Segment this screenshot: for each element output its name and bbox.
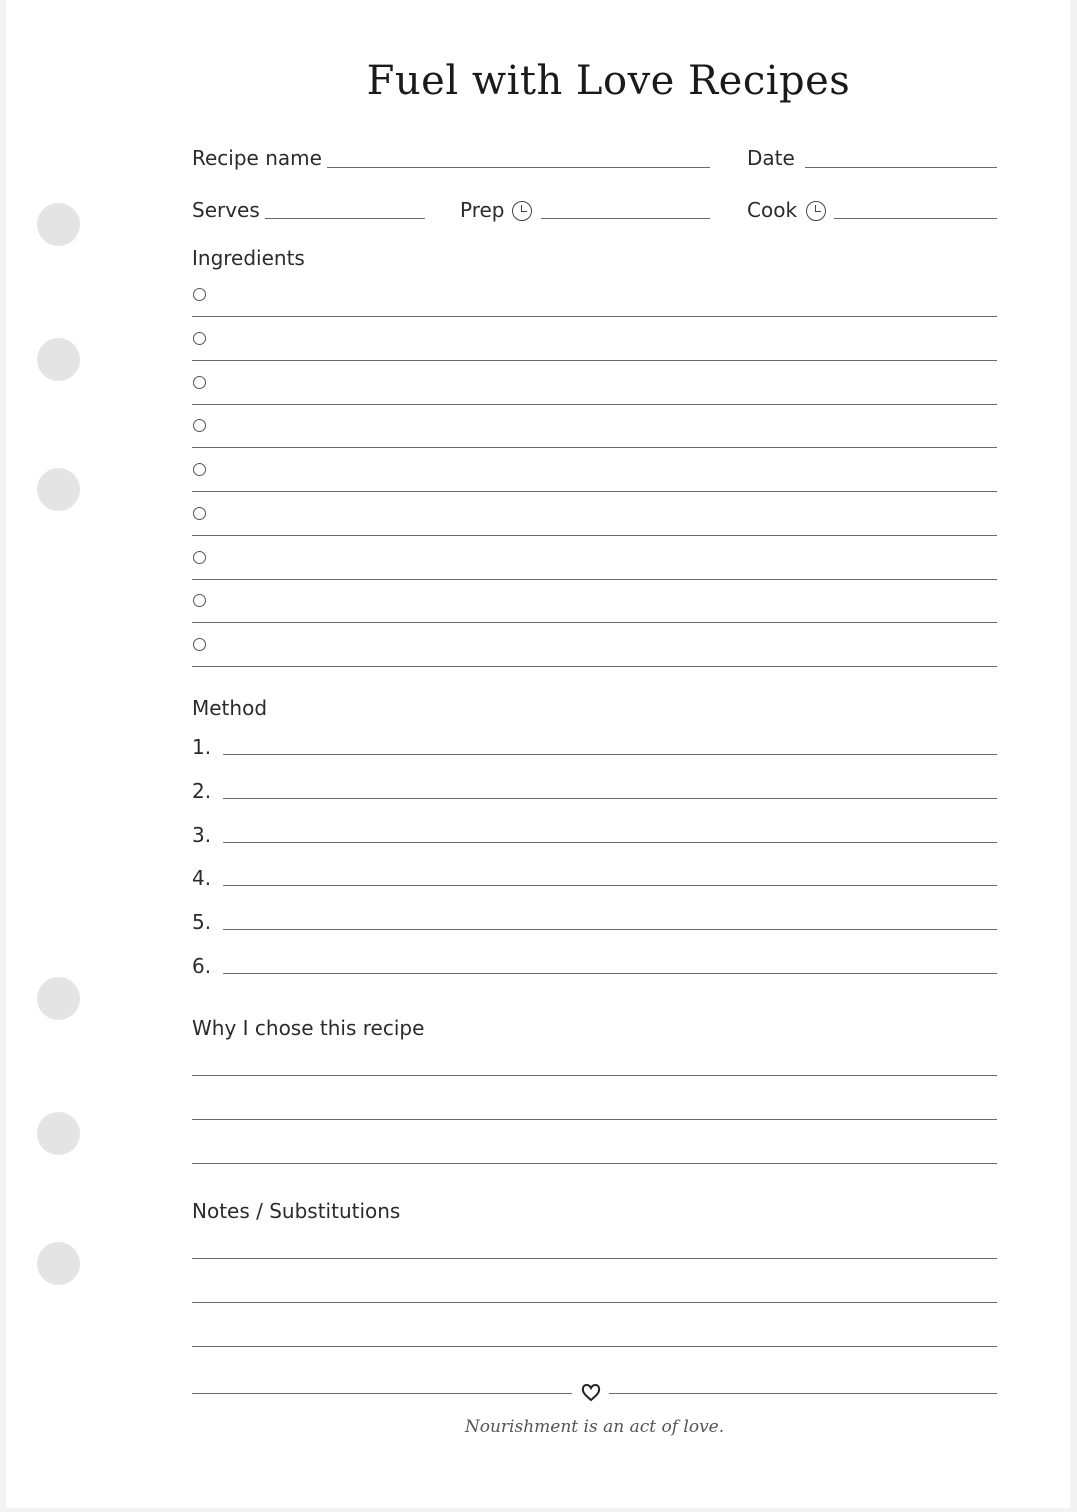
method-step-number: 5. [192, 910, 212, 935]
ingredient-line[interactable] [192, 316, 997, 317]
footer-divider-left [192, 1393, 572, 1394]
checkbox-icon[interactable] [193, 551, 206, 564]
checkbox-icon[interactable] [193, 332, 206, 345]
footer-divider-right [609, 1393, 997, 1394]
date-field[interactable] [805, 167, 997, 168]
ingredient-line[interactable] [192, 404, 997, 405]
method-step-number: 2. [192, 778, 212, 803]
binder-hole [37, 203, 80, 246]
method-step-line[interactable] [223, 885, 997, 886]
page-title: Fuel with Love Recipes [366, 58, 851, 104]
checkbox-icon[interactable] [193, 288, 206, 301]
binder-hole [37, 977, 80, 1020]
cook-field[interactable] [834, 218, 997, 219]
checkbox-icon[interactable] [193, 463, 206, 476]
notes-line[interactable] [192, 1302, 997, 1303]
ingredient-line[interactable] [192, 447, 997, 448]
checkbox-icon[interactable] [193, 638, 206, 651]
ingredient-line[interactable] [192, 535, 997, 536]
method-step-number: 4. [192, 866, 212, 891]
method-step-line[interactable] [223, 754, 997, 755]
why-line[interactable] [192, 1119, 997, 1120]
notes-line[interactable] [192, 1258, 997, 1259]
method-step-line[interactable] [223, 973, 997, 974]
date-label: Date [747, 146, 795, 170]
notes-heading: Notes / Substitutions [192, 1199, 401, 1223]
cook-label: Cook [747, 198, 798, 222]
why-heading: Why I chose this recipe [192, 1016, 425, 1040]
clock-icon [512, 201, 532, 221]
footer-tagline: Nourishment is an act of love. [464, 1417, 725, 1437]
prep-label: Prep [460, 198, 505, 222]
why-line[interactable] [192, 1075, 997, 1076]
method-step-line[interactable] [223, 929, 997, 930]
ingredients-heading: Ingredients [192, 246, 305, 270]
method-step-number: 3. [192, 822, 212, 847]
ingredient-line[interactable] [192, 579, 997, 580]
binder-hole [37, 1112, 80, 1155]
why-line[interactable] [192, 1163, 997, 1164]
recipe-name-field[interactable] [327, 167, 710, 168]
method-step-number: 6. [192, 954, 212, 978]
method-step-number: 1. [192, 735, 212, 759]
checkbox-icon[interactable] [193, 507, 206, 520]
method-step-line[interactable] [223, 842, 997, 843]
notes-line[interactable] [192, 1346, 997, 1347]
binder-hole [37, 338, 80, 381]
heart-icon [580, 1381, 602, 1403]
method-heading: Method [192, 696, 268, 720]
ingredient-line[interactable] [192, 360, 997, 361]
clock-icon [806, 201, 826, 221]
prep-field[interactable] [541, 218, 710, 219]
ingredient-line[interactable] [192, 491, 997, 492]
binder-hole [37, 1242, 80, 1285]
serves-field[interactable] [265, 218, 425, 219]
checkbox-icon[interactable] [193, 376, 206, 389]
method-step-line[interactable] [223, 798, 997, 799]
ingredient-line[interactable] [192, 622, 997, 623]
recipe-name-label: Recipe name [192, 146, 322, 170]
binder-hole [37, 468, 80, 511]
serves-label: Serves [192, 198, 260, 222]
ingredient-line[interactable] [192, 666, 997, 667]
